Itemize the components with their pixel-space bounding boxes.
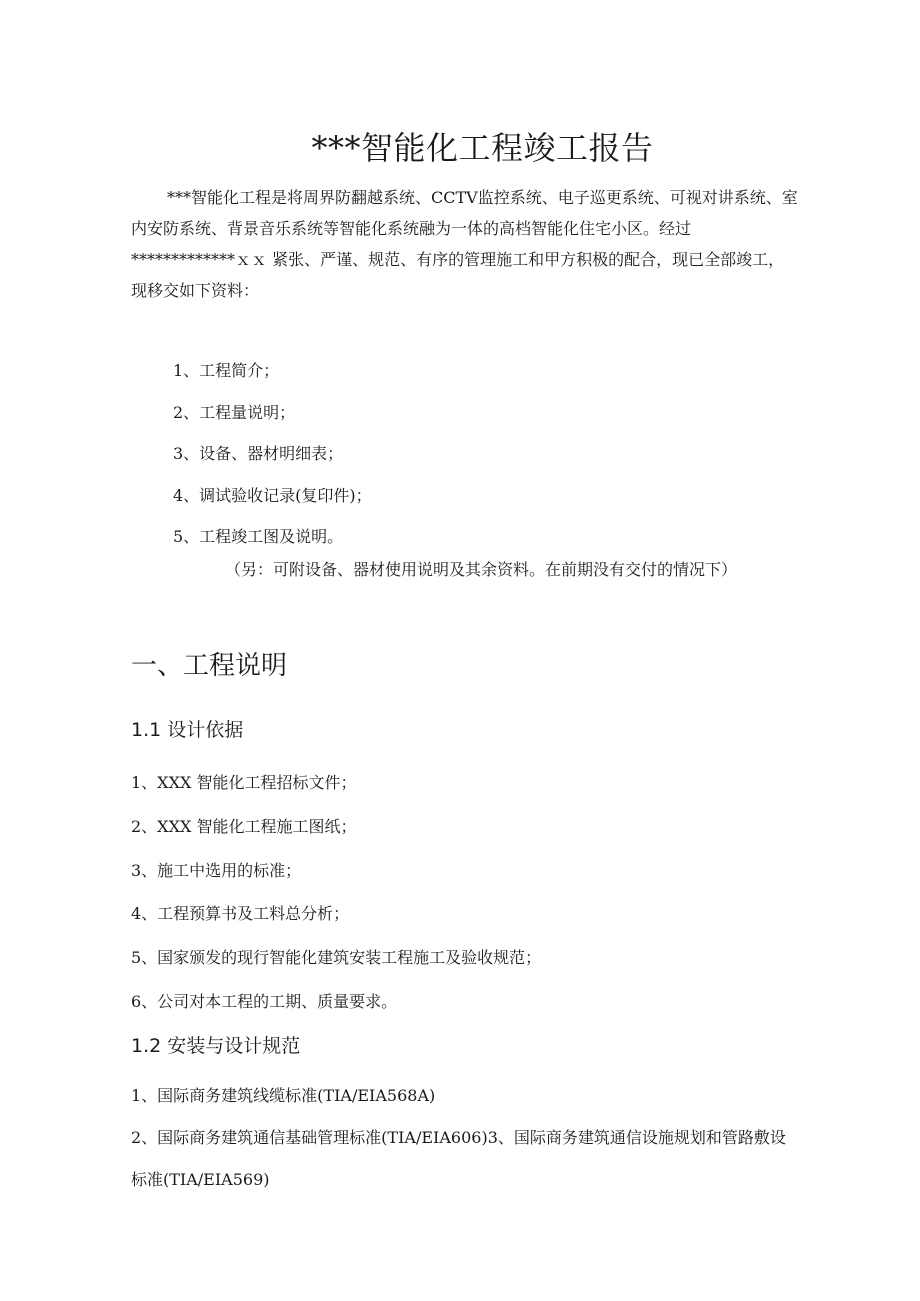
intro-paragraph <box>131 182 831 306</box>
intro-line: ***智能化工程是将周界防翻越系统、CCTV监控系统、电子巡更系统、可视对讲系统、室 <box>167 188 798 207</box>
list-item: 6、公司对本工程的工期、质量要求。 <box>131 991 398 1011</box>
list-item: 1、工程简介； <box>173 361 280 380</box>
handover-note: （另：可附设备、器材使用说明及其余资料。在前期没有交付的情况下） <box>225 560 738 579</box>
list-item: 2、工程量说明； <box>173 402 296 422</box>
list-item: 4、调试验收记录(复印件)； <box>173 485 372 505</box>
section-heading: 一、工程说明 <box>131 651 288 681</box>
subsection-heading: 1.2 安装与设计规范 <box>131 1035 301 1057</box>
handover-list <box>173 350 372 558</box>
list-item: 4、工程预算书及工料总分析； <box>131 904 350 924</box>
list-item: 5、国家颁发的现行智能化建筑安装工程施工及验收规范； <box>131 948 542 968</box>
list-item: 3、施工中选用的标准； <box>131 860 302 880</box>
subsection-heading: 1.1 设计依据 <box>131 719 244 741</box>
list-item: 1、国际商务建筑线缆标准(TIA/EIA568A) <box>131 1086 436 1105</box>
list-item: 1、XXX 智能化工程招标文件； <box>131 773 357 792</box>
intro-line: 内安防系统、背景音乐系统等智能化系统融为一体的高档智能化住宅小区。经过 <box>131 219 692 238</box>
list-item: 2、国际商务建筑通信基础管理标准(TIA/EIA606)3、国际商务建筑通信设施规划和管路敷设 <box>131 1128 786 1147</box>
list-item: 标准(TIA/EIA569) <box>131 1170 270 1189</box>
list-item: 3、设备、器材明细表； <box>173 444 344 463</box>
page-title: ***智能化工程竣工报告 <box>311 129 654 167</box>
standards-list <box>131 1075 831 1201</box>
intro-line: 现移交如下资料： <box>131 281 260 300</box>
list-item: 2、XXX 智能化工程施工图纸； <box>131 816 357 836</box>
intro-line: *************ｘｘ 紧张、严谨、规范、有序的管理施工和甲方积极的配合，现已全部竣工， <box>131 250 785 269</box>
design-basis-list <box>131 761 541 1024</box>
list-item: 5、工程竣工图及说明。 <box>173 527 344 546</box>
